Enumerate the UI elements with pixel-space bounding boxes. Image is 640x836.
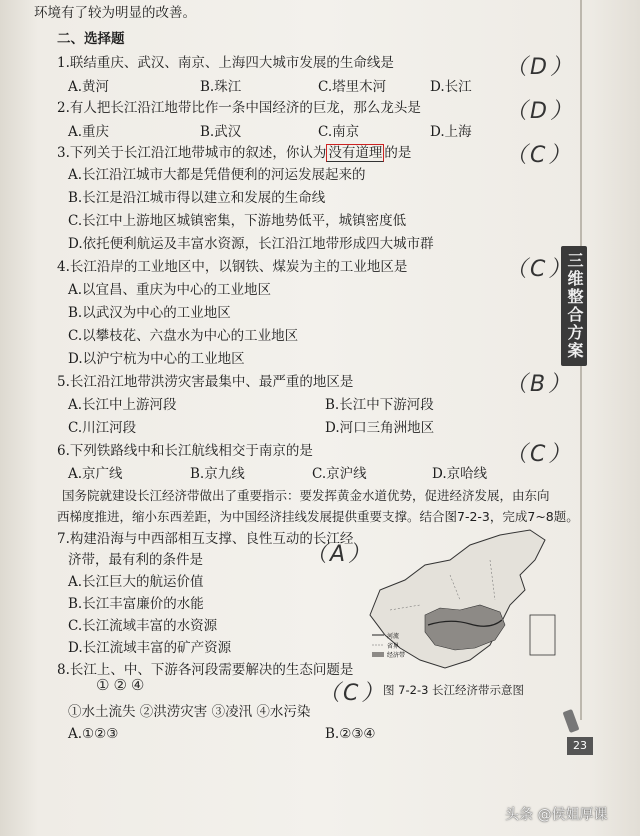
intro-line-2: 西梯度推进，缩小东西差距，为中国经济挂线发展提供重要支撑。结合图7-2-3，完成7~8题。 xyxy=(57,509,579,524)
q3-stem xyxy=(57,144,411,162)
q5-option-d: D.河口三角洲地区 xyxy=(325,420,435,436)
south-sea-inset xyxy=(530,615,555,655)
q4-option-d: D.以沪宁杭为中心的工业地区 xyxy=(68,351,245,367)
q3-option-a: A.长江沿江城市大都是凭借便利的河运发展起来的 xyxy=(68,167,366,183)
q5-answer: （B） xyxy=(505,372,574,397)
q6-option-d: D.京哈线 xyxy=(432,466,488,482)
q4-option-b: B.以武汉为中心的工业地区 xyxy=(68,305,231,321)
q5-option-c: C.川江河段 xyxy=(68,420,137,436)
q6-stem: 6.下列铁路线中和长江航线相交于南京的是 xyxy=(57,443,313,459)
q3-answer: （C） xyxy=(505,143,574,168)
legend-border: 省界 xyxy=(387,643,400,650)
q6-option-b: B.京九线 xyxy=(190,466,245,482)
q1-answer: （D） xyxy=(505,55,575,80)
q4-option-a: A.以宜昌、重庆为中心的工业地区 xyxy=(68,282,272,298)
q8-items: ①水土流失 ②洪涝灾害 ③凌汛 ④水污染 xyxy=(68,704,311,720)
q7-option-b: B.长江丰富廉价的水能 xyxy=(68,596,204,612)
q1-stem: 1.联结重庆、武汉、南京、上海四大城市发展的生命线是 xyxy=(57,55,394,71)
pen-icon xyxy=(563,709,580,733)
q8-option-a: A.①②③ xyxy=(68,726,119,742)
q3-option-c: C.长江中上游地区城镇密集，下游地势低平，城镇密度低 xyxy=(68,213,407,229)
intro-line-1: 国务院就建设长江经济带做出了重要指示：要发挥黄金水道优势，促进经济发展，由东向 xyxy=(62,488,550,503)
legend-belt: 经济带 xyxy=(387,652,406,659)
q4-option-c: C.以攀枝花、六盘水为中心的工业地区 xyxy=(68,328,299,344)
q8-handwriting: ①②④ xyxy=(96,676,149,694)
q2-option-a: A.重庆 xyxy=(68,124,110,140)
q2-stem: 2.有人把长江沿江地带比作一条中国经济的巨龙，那么龙头是 xyxy=(57,100,421,116)
q5-option-a: A.长江中上游河段 xyxy=(68,397,177,413)
q7-option-c: C.长江流域丰富的水资源 xyxy=(68,618,218,634)
q1-option-c: C.塔里木河 xyxy=(318,79,387,95)
q7-stem-2: 济带，最有利的条件是 xyxy=(68,552,203,568)
q2-answer: （D） xyxy=(505,99,575,124)
q1-option-d: D.长江 xyxy=(430,79,472,95)
q2-option-c: C.南京 xyxy=(318,124,360,140)
q7-option-a: A.长江巨大的航运价值 xyxy=(68,574,204,590)
q8-option-b: B.②③④ xyxy=(325,726,376,742)
q3-stem-pre: 3.下列关于长江沿江地带城市的叙述，你认为 xyxy=(57,145,327,161)
q1-option-a: A.黄河 xyxy=(68,79,110,95)
q3-stem-post: 的是 xyxy=(384,145,412,161)
q6-answer: （C） xyxy=(505,442,574,467)
china-map-figure xyxy=(350,520,560,680)
q5-option-b: B.长江中下游河段 xyxy=(325,397,434,413)
q3-stem-mark: 没有道理 xyxy=(328,145,383,161)
figure-caption: 图 7-2-3 长江经济带示意图 xyxy=(383,683,525,697)
q7-answer: （A） xyxy=(305,542,374,567)
q3-option-d: D.依托便利航运及丰富水资源，长江沿江地带形成四大城市群 xyxy=(68,236,434,252)
q6-option-c: C.京沪线 xyxy=(312,466,367,482)
section-title: 二、选择题 xyxy=(57,31,125,47)
legend-belt-mark xyxy=(372,652,384,657)
economic-belt-region xyxy=(425,605,505,650)
q8-answer: （C） xyxy=(318,681,387,706)
q2-option-b: B.武汉 xyxy=(200,124,242,140)
q3-option-b: B.长江是沿江城市得以建立和发展的生命线 xyxy=(68,190,326,206)
q7-option-d: D.长江流域丰富的矿产资源 xyxy=(68,640,232,656)
q6-option-a: A.京广线 xyxy=(68,466,123,482)
q8-stem: 8.长江上、中、下游各河段需要解决的生态问题是 xyxy=(57,662,354,678)
top-fragment: 环境有了较为明显的改善。 xyxy=(34,5,196,21)
q2-option-d: D.上海 xyxy=(430,124,472,140)
q4-stem: 4.长江沿岸的工业地区中，以钢铁、煤炭为主的工业地区是 xyxy=(57,259,408,275)
side-tab: 三维整合方案 xyxy=(561,246,587,366)
legend-river: 河流 xyxy=(387,633,400,640)
q1-option-b: B.珠江 xyxy=(200,79,242,95)
q7-stem-1: 7.构建沿海与中西部相互支撑、良性互动的长江经 xyxy=(57,531,354,547)
q4-answer: （C） xyxy=(505,257,574,282)
watermark: 头条 @侯姐厚课 xyxy=(505,807,608,823)
page-number: 23 xyxy=(567,737,593,755)
q5-stem: 5.长江沿江地带洪涝灾害最集中、最严重的地区是 xyxy=(57,374,354,390)
